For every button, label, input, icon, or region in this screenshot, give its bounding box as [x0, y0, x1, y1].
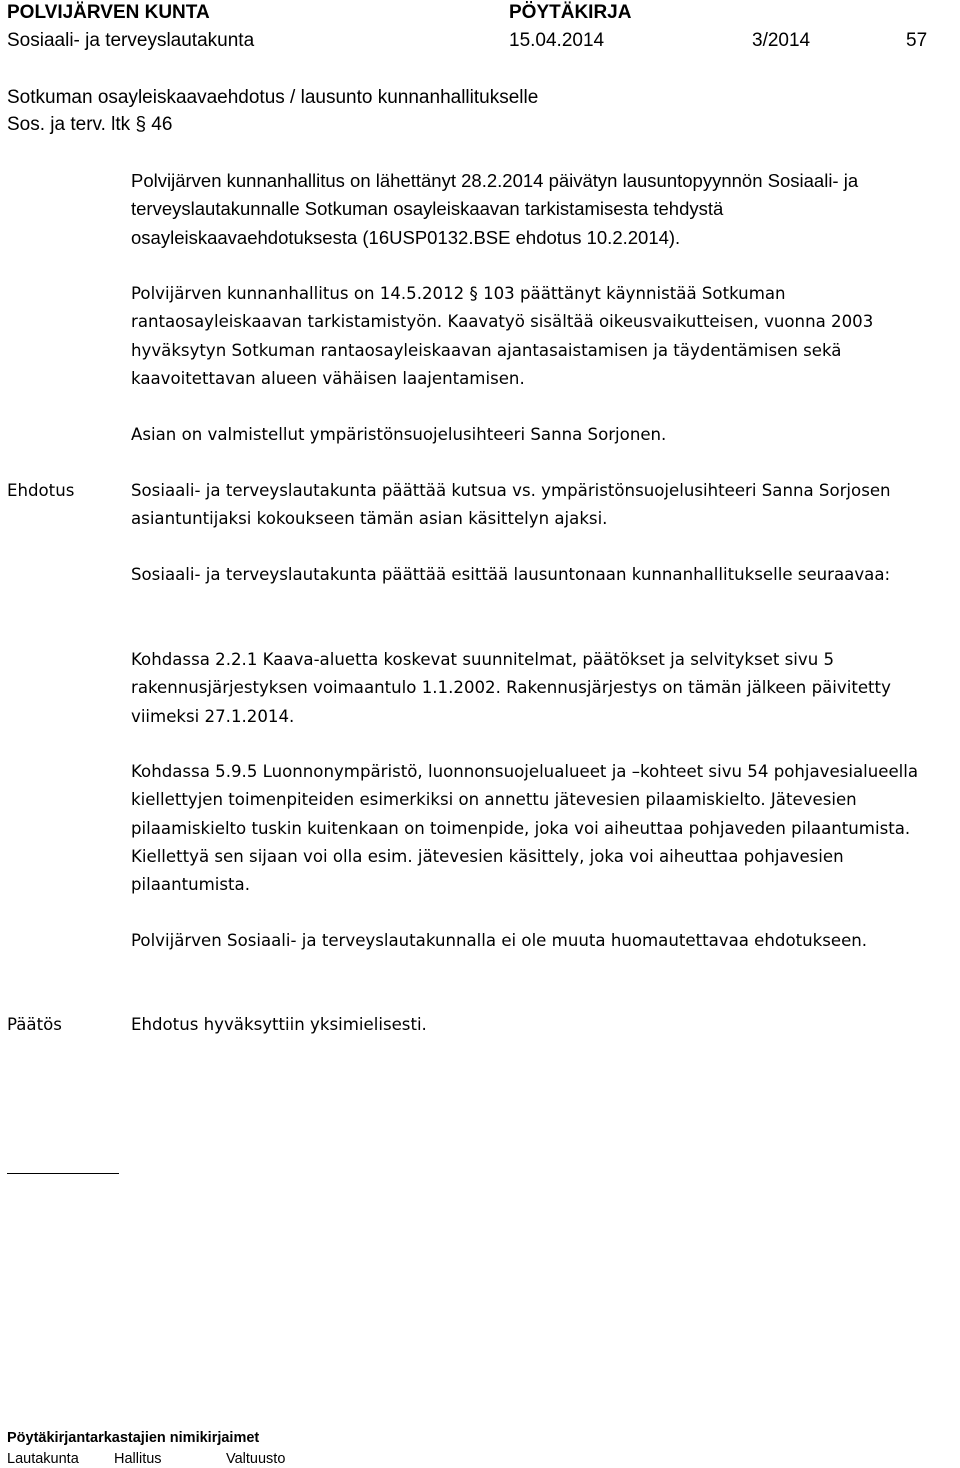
- proposal-paragraph-expert: Sosiaali- ja terveyslautakunta päättää kutsua vs. ympäristönsuojelusihteeri Sanna Sorjosen asiantuntijaksi kokoukseen tämän asian käsittelyn ajaksi.: [131, 481, 891, 529]
- body-paragraph-preparer: Asian on valmistellut ympäristönsuojelusihteeri Sanna Sorjonen.: [131, 425, 667, 444]
- footer-government-label: Hallitus: [114, 1451, 162, 1467]
- footer-title: Pöytäkirjantarkastajien nimikirjaimet: [7, 1430, 260, 1446]
- meeting-number: 3/2014: [752, 30, 811, 51]
- section-reference: Sos. ja terv. ltk § 46: [7, 114, 173, 135]
- meeting-date: 15.04.2014: [509, 30, 605, 51]
- proposal-paragraph-no-remarks: Polvijärven Sosiaali- ja terveyslautakunnalla ei ole muuta huomautettavaa ehdotukseen.: [131, 931, 868, 950]
- organization-name: POLVIJÄRVEN KUNTA: [7, 2, 210, 23]
- proposal-paragraph-statement: Sosiaali- ja terveyslautakunta päättää esittää lausuntonaan kunnanhallitukselle seuraavaa:: [131, 565, 891, 584]
- page-number: 57: [906, 30, 928, 51]
- document-type: PÖYTÄKIRJA: [509, 2, 632, 23]
- proposal-paragraph-point-5-9-5: Kohdassa 5.9.5 Luonnonympäristö, luonnonsuojelualueet ja –kohteet sivu 54 pohjavesialueella kiellettyjen toimenpiteiden esimerkiksi on annettu jätevesien pilaamiskielto. Jätevesien pilaamiskielto tuskin kuitenkaan on toimenpide, joka voi aiheuttaa pohjaveden pilaantumista. Kiellettyä sen sijaan voi olla esim. jätevesien käsittely, joka voi aiheuttaa pohjavesien pilaantumista.: [131, 762, 919, 895]
- board-name: Sosiaali- ja terveyslautakunta: [7, 30, 255, 51]
- footer-board-label: Lautakunta: [7, 1451, 79, 1467]
- body-paragraph-request: Polvijärven kunnanhallitus on lähettänyt 28.2.2014 päivätyn lausuntopyynnön Sosiaali- ja terveyslautakunnalle Sotkuman osayleiskaavan tarkistamisesta tehdystä osayleiskaavaehdotuksesta (16USP0132.BSE ehdotus 10.2.2014).: [131, 170, 859, 248]
- footer-council-label: Valtuusto: [226, 1451, 286, 1467]
- decision-text: Ehdotus hyväksyttiin yksimielisesti.: [131, 1015, 427, 1034]
- proposal-label: Ehdotus: [7, 481, 75, 500]
- proposal-paragraph-point-2-2-1: Kohdassa 2.2.1 Kaava-aluetta koskevat suunnitelmat, päätökset ja selvitykset sivu 5 rakennusjärjestyksen voimaantulo 1.1.2002. Rakennusjärjestys on tämän jälkeen päivitetty viimeksi 27.1.2014.: [131, 650, 891, 726]
- signature-line: [7, 1173, 119, 1174]
- decision-label: Päätös: [7, 1015, 62, 1034]
- body-paragraph-background: Polvijärven kunnanhallitus on 14.5.2012 § 103 päättänyt käynnistää Sotkuman rantaosayleiskaavan tarkistamistyön. Kaavatyö sisältää oikeusvaikutteisen, vuonna 2003 hyväksytyn Sotkuman rantaosayleiskaavan ajantasaistamisen ja täydentämisen sekä kaavoitettavan alueen vähäisen laajentamisen.: [131, 284, 874, 388]
- subject-title: Sotkuman osayleiskaavaehdotus / lausunto kunnanhallitukselle: [7, 87, 539, 108]
